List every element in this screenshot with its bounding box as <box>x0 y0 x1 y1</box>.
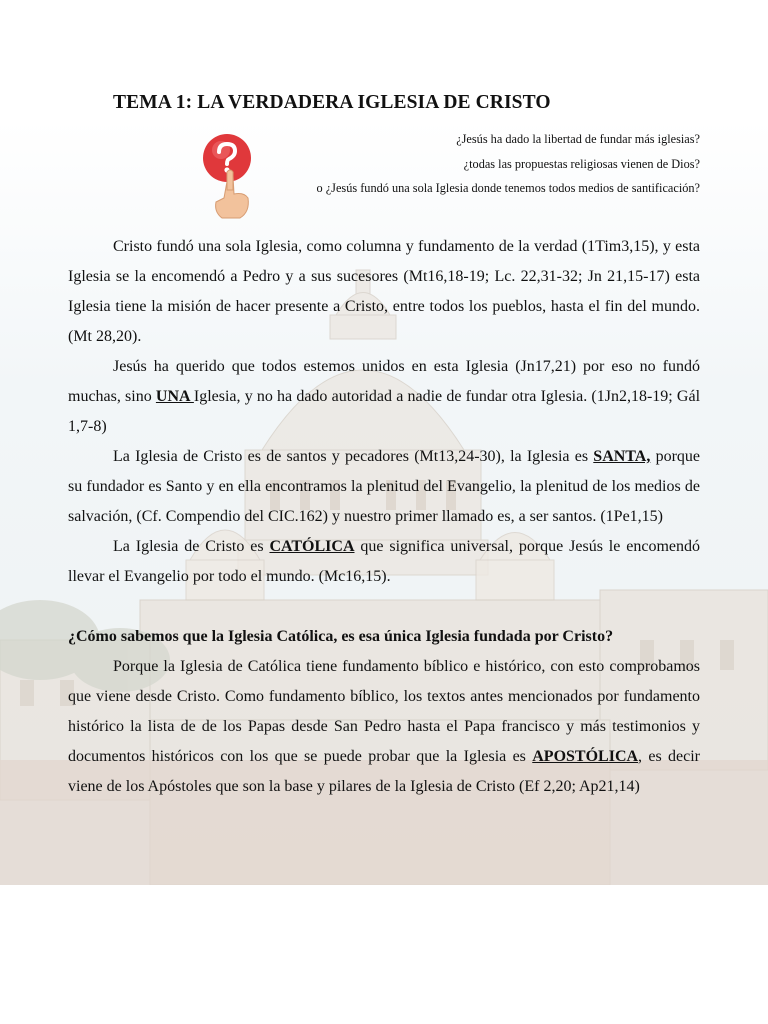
section-subheading: ¿Cómo sabemos que la Iglesia Católica, es esa única Iglesia fundada por Cristo? <box>68 628 614 645</box>
page-title: TEMA 1: LA VERDADERA IGLESIA DE CRISTO <box>113 92 551 113</box>
question-1: ¿Jesús ha dado la libertad de fundar más iglesias? <box>456 132 700 146</box>
paragraph-4-text-end: que significa universal, porque Jesús le encomendó llevar el Evangelio por todo el mundo. (Mc16,15). <box>68 538 700 585</box>
paragraph-2-text: Jesús ha querido que todos estemos unidos en esta Iglesia (Jn17,21) por eso no fundó muchas, sino <box>68 358 700 405</box>
keyword-santa: SANTA, <box>593 448 651 465</box>
keyword-una: UNA <box>155 388 194 405</box>
paragraph-1: Cristo fundó una sola Iglesia, como columna y fundamento de la verdad (1Tim3,15), y esta Iglesia se la encomendó a Pedro y a sus sucesores (Mt16,18-19; Lc. 22,31-32; Jn 21,15-17) esta Iglesia tiene la misión de hacer presente a Cristo, entre todos los pueblos, hasta el fin del mundo. (Mt 28,20). <box>68 238 700 345</box>
paragraph-3-text-end: porque su fundador es Santo y en ella encontramos la plenitud del Evangelio, la plenitud de los medios de salvación, (Cf. Compendio del CIC.162) y nuestro primer llamado es, a ser santos. (1Pe1,15) <box>68 448 701 525</box>
paragraph-2-text-end: Iglesia, y no ha dado autoridad a nadie de fundar otra Iglesia. (1Jn2,18-19; Gál 1,7-8) <box>68 388 701 435</box>
guiding-questions <box>316 127 700 201</box>
paragraph-2 <box>68 352 700 442</box>
question-finger-icon <box>200 132 260 220</box>
keyword-apostolica: APOSTÓLICA <box>532 748 639 765</box>
paragraph-4-text: La Iglesia de Cristo es <box>113 538 270 555</box>
main-text <box>68 232 700 802</box>
paragraph-5-text: Porque la Iglesia de Católica tiene fundamento bíblico e histórico, con esto comprobamos que viene desde Cristo. Como fundamento bíblico, los textos antes mencionados por fundamento histórico la lista de de los Papas desde San Pedro hasta el Papa francisco y más testimonios y documentos históricos con los que se puede probar que la Iglesia es <box>68 658 700 765</box>
paragraph-5 <box>68 652 700 802</box>
paragraph-3 <box>68 442 700 532</box>
question-2: ¿todas las propuestas religiosas vienen de Dios? <box>463 156 700 171</box>
spacer <box>68 592 700 622</box>
question-3: o ¿Jesús fundó una sola Iglesia donde tenemos todos medios de santificación? <box>316 181 700 195</box>
paragraph-5-text-end: , es decir viene de los Apóstoles que son la base y pilares de la Iglesia de Cristo (Ef 2,20; Ap21,14) <box>68 748 701 795</box>
paragraph-4 <box>68 532 700 592</box>
keyword-catolica: CATÓLICA <box>269 538 355 555</box>
paragraph-3-text: La Iglesia de Cristo es de santos y pecadores (Mt13,24-30), la Iglesia es <box>113 448 594 465</box>
